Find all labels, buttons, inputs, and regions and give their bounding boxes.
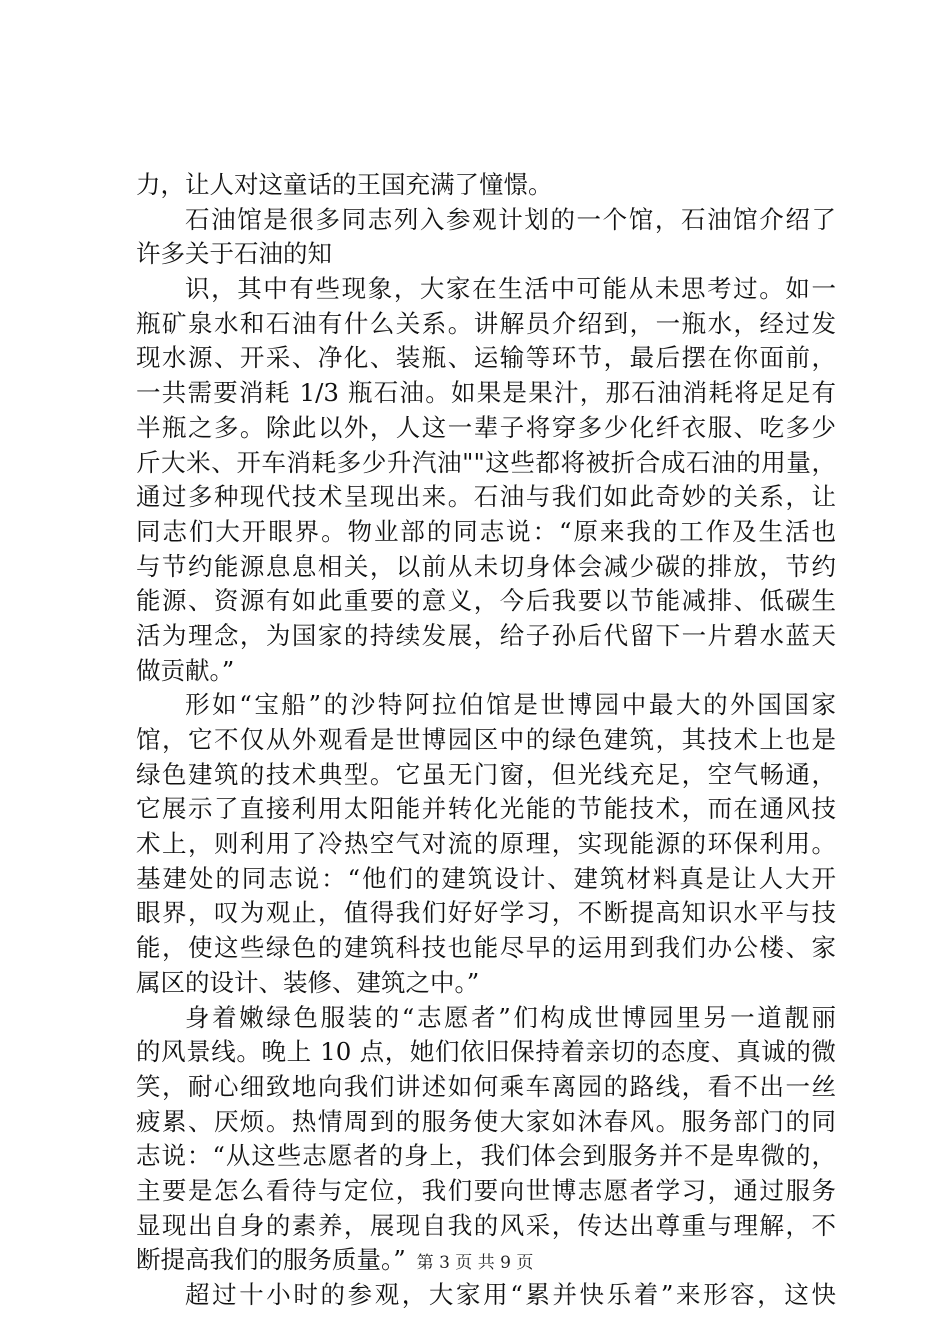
text-line: 的风景线。晚上 10 点，她们依旧保持着亲切的态度、真诚的微: [136, 1037, 836, 1067]
text-line: 志说：“从这些志愿者的身上，我们体会到服务并不是卑微的，: [136, 1141, 836, 1171]
text-line: 显现出自身的素养，展现自我的风采，传达出尊重与理解，不: [136, 1210, 836, 1240]
text-line: 许多关于石油的知: [136, 239, 332, 269]
text-line: 同志们大开眼界。物业部的同志说：“原来我的工作及生活也: [136, 516, 836, 546]
text-line: 识，其中有些现象，大家在生活中可能从未思考过。如一: [185, 274, 836, 304]
page-footer: 第 3 页 共 9 页: [416, 1253, 534, 1273]
text-line: 石油馆是很多同志列入参观计划的一个馆，石油馆介绍了: [185, 204, 836, 234]
text-line: 现水源、开采、净化、装瓶、运输等环节，最后摆在你面前，: [136, 343, 836, 373]
text-line: 能，使这些绿色的建筑科技也能尽早的运用到我们办公楼、家: [136, 933, 836, 963]
text-line: 超过十小时的参观，大家用“累并快乐着”来形容，这快: [185, 1280, 836, 1309]
text-line: 斤大米、开车消耗多少升汽油""这些都将被折合成石油的用量，: [136, 447, 836, 477]
text-line: 与节约能源息息相关，以前从未切身体会减少碳的排放，节约: [136, 551, 836, 581]
text-line: 通过多种现代技术呈现出来。石油与我们如此奇妙的关系，让: [136, 482, 836, 512]
text-line: 笑，耐心细致地向我们讲述如何乘车离园的路线，看不出一丝: [136, 1071, 836, 1101]
text-line: 力，让人对这童话的王国充满了憧憬。: [136, 170, 553, 199]
text-line: 基建处的同志说：“他们的建筑设计、建筑材料真是让人大开: [136, 863, 836, 893]
text-line: 一共需要消耗 1/3 瓶石油。如果是果汁，那石油消耗将足足有: [136, 378, 836, 408]
text-line: 半瓶之多。除此以外，人这一辈子将穿多少化纤衣服、吃多少: [136, 412, 836, 442]
text-line: 身着嫩绿色服装的“志愿者”们构成世博园里另一道靓丽: [185, 1002, 836, 1032]
text-line: 属区的设计、装修、建筑之中。”: [136, 967, 480, 997]
text-line: 疲累、厌烦。热情周到的服务使大家如沐春风。服务部门的同: [136, 1106, 836, 1136]
text-line: 能源、资源有如此重要的意义，今后我要以节能减排、低碳生: [136, 586, 836, 616]
text-line: 瓶矿泉水和石油有什么关系。讲解员介绍到，一瓶水，经过发: [136, 308, 836, 338]
document-body: [136, 168, 836, 1313]
text-line: 主要是怎么看待与定位，我们要向世博志愿者学习，通过服务: [136, 1175, 836, 1205]
text-line: 它展示了直接利用太阳能并转化光能的节能技术，而在通风技: [136, 794, 836, 824]
text-line: 断提高我们的服务质量。”: [136, 1245, 406, 1275]
text-line: 眼界，叹为观止，值得我们好好学习，不断提高知识水平与技: [136, 898, 836, 928]
text-line: 做贡献。”: [136, 655, 235, 685]
text-line: 馆，它不仅从外观看是世博园区中的绿色建筑，其技术上也是: [136, 725, 836, 754]
text-line: 活为理念，为国家的持续发展，给子孙后代留下一片碧水蓝天: [136, 620, 836, 650]
text-line: 术上，则利用了冷热空气对流的原理，实现能源的环保利用。: [136, 829, 836, 859]
text-line: 形如“宝船”的沙特阿拉伯馆是世博园中最大的外国国家: [185, 690, 836, 720]
text-line: 绿色建筑的技术典型。它虽无门窗，但光线充足，空气畅通，: [136, 759, 836, 789]
